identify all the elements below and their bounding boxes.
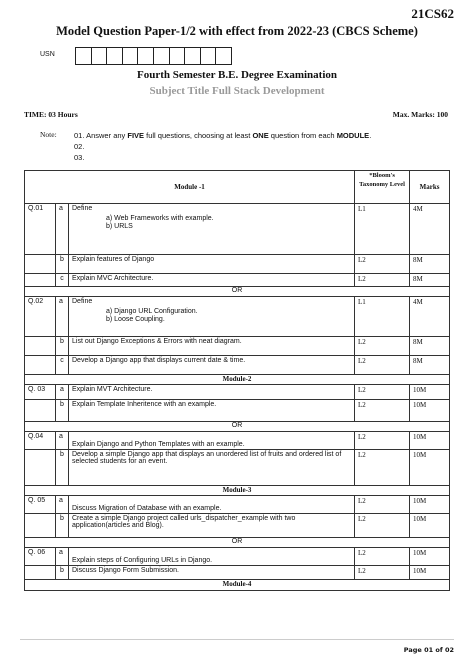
usn-digit-box[interactable] <box>122 47 139 65</box>
marks-value: 10M <box>410 566 450 580</box>
table-row <box>25 297 450 337</box>
table-row <box>25 432 450 450</box>
footer-divider <box>20 639 454 640</box>
page-number: Page 01 of 02 <box>403 646 454 654</box>
or-row <box>25 538 450 548</box>
module-4-header: Module-4 <box>25 580 450 591</box>
marks-value: 8M <box>410 356 450 375</box>
or-separator: OR <box>25 422 450 432</box>
question-number: Q. 06 <box>25 548 56 566</box>
question-part: a <box>56 297 69 337</box>
or-row <box>25 287 450 297</box>
question-text: Explain Template Inheritence with an example. <box>69 400 355 422</box>
blooms-level: L2 <box>355 400 410 422</box>
marks-header: Marks <box>410 171 450 204</box>
blooms-level: L1 <box>355 297 410 337</box>
blooms-level-header: *Bloom's Taxonomy Level <box>355 171 410 204</box>
table-row <box>25 566 450 580</box>
table-row <box>25 385 450 400</box>
marks-value: 10M <box>410 548 450 566</box>
question-part: a <box>56 432 69 450</box>
question-number <box>25 566 56 580</box>
question-table <box>24 170 450 591</box>
module-1-header: Module -1 <box>25 171 355 204</box>
table-row <box>25 356 450 375</box>
question-text: Discuss Django Form Submission. <box>69 566 355 580</box>
question-text: Explain steps of Configuring URLs in Django. <box>69 548 355 566</box>
blooms-level: L2 <box>355 274 410 287</box>
note-line-2: 02. <box>74 142 85 151</box>
marks-value: 10M <box>410 450 450 486</box>
question-number <box>25 356 56 375</box>
question-part: c <box>56 274 69 287</box>
question-text: Explain MVC Architecture. <box>69 274 355 287</box>
module-2-header: Module-2 <box>25 375 450 385</box>
table-row <box>25 496 450 514</box>
question-part: b <box>56 566 69 580</box>
question-part: b <box>56 400 69 422</box>
usn-digit-box[interactable] <box>75 47 92 65</box>
blooms-level: L2 <box>355 385 410 400</box>
question-number: Q. 05 <box>25 496 56 514</box>
module-3-header: Module-3 <box>25 486 450 496</box>
module-row <box>25 580 450 591</box>
blooms-level: L2 <box>355 255 410 274</box>
question-number: Q. 03 <box>25 385 56 400</box>
question-number <box>25 255 56 274</box>
module-row <box>25 375 450 385</box>
table-row <box>25 548 450 566</box>
question-part: a <box>56 204 69 255</box>
note-line-3: 03. <box>74 153 85 162</box>
blooms-level: L1 <box>355 204 410 255</box>
question-number <box>25 400 56 422</box>
blooms-level: L2 <box>355 432 410 450</box>
subject-title: Subject Title Full Stack Development <box>149 85 325 97</box>
marks-value: 10M <box>410 432 450 450</box>
question-part: c <box>56 356 69 375</box>
exam-duration: TIME: 03 Hours <box>24 110 78 119</box>
sub-item: b) Loose Coupling. <box>106 316 165 323</box>
table-row <box>25 450 450 486</box>
or-separator: OR <box>25 538 450 548</box>
question-text: Create a simple Django project called urls_dispatcher_example with two application(articles and Blog). <box>69 514 355 538</box>
marks-value: 10M <box>410 400 450 422</box>
question-text: List out Django Exceptions & Errors with neat diagram. <box>69 337 355 356</box>
question-text: Define a) Django URL Configuration. b) Loose Coupling. <box>69 297 355 337</box>
paper-title: Model Question Paper-1/2 with effect from 2022-23 (CBCS Scheme) <box>56 24 418 38</box>
table-row <box>25 400 450 422</box>
question-text: Explain MVT Architecture. <box>69 385 355 400</box>
question-text: Develop a Django app that displays current date & time. <box>69 356 355 375</box>
note-line-1: 01. Answer any FIVE full questions, choosing at least ONE question from each MODULE. <box>74 131 372 140</box>
question-number <box>25 450 56 486</box>
blooms-level: L2 <box>355 450 410 486</box>
usn-digit-box[interactable] <box>91 47 108 65</box>
question-part: b <box>56 255 69 274</box>
note-label: Note: <box>40 130 57 139</box>
question-number: Q.01 <box>25 204 56 255</box>
table-row <box>25 255 450 274</box>
marks-value: 10M <box>410 496 450 514</box>
marks-value: 8M <box>410 337 450 356</box>
course-code: 21CS62 <box>411 6 454 21</box>
usn-digit-box[interactable] <box>106 47 123 65</box>
table-row <box>25 514 450 538</box>
usn-digit-box[interactable] <box>200 47 217 65</box>
usn-digit-box[interactable] <box>137 47 154 65</box>
question-part: a <box>56 548 69 566</box>
blooms-level: L2 <box>355 566 410 580</box>
module-row <box>25 486 450 496</box>
sub-item: b) URLS <box>106 223 133 230</box>
marks-value: 10M <box>410 385 450 400</box>
question-number <box>25 274 56 287</box>
table-row <box>25 337 450 356</box>
question-part: b <box>56 337 69 356</box>
sub-item: a) Web Frameworks with example. <box>106 215 214 222</box>
question-number: Q.04 <box>25 432 56 450</box>
blooms-level: L2 <box>355 548 410 566</box>
usn-boxes[interactable] <box>76 47 232 65</box>
usn-digit-box[interactable] <box>153 47 170 65</box>
note-lines <box>74 130 371 163</box>
question-part: b <box>56 450 69 486</box>
table-row <box>25 204 450 255</box>
question-text: Develop a simple Django app that displays an unordered list of fruits and ordered list of selected students for an event. <box>69 450 355 486</box>
usn-digit-box[interactable] <box>184 47 201 65</box>
blooms-level: L2 <box>355 356 410 375</box>
question-text: Explain features of Django <box>69 255 355 274</box>
exam-title: Fourth Semester B.E. Degree Examination <box>136 69 337 81</box>
blooms-level: L2 <box>355 337 410 356</box>
table-row <box>25 274 450 287</box>
usn-digit-box[interactable] <box>169 47 186 65</box>
marks-value: 10M <box>410 514 450 538</box>
usn-label: USN <box>40 51 55 58</box>
usn-digit-box[interactable] <box>215 47 232 65</box>
or-row <box>25 422 450 432</box>
blooms-level: L2 <box>355 514 410 538</box>
marks-value: 4M <box>410 204 450 255</box>
question-part: a <box>56 496 69 514</box>
sub-item: a) Django URL Configuration. <box>106 308 198 315</box>
marks-value: 8M <box>410 274 450 287</box>
marks-value: 8M <box>410 255 450 274</box>
table-header-row <box>25 171 450 204</box>
question-number: Q.02 <box>25 297 56 337</box>
or-separator: OR <box>25 287 450 297</box>
question-text: Explain Django and Python Templates with an example. <box>69 432 355 450</box>
question-number <box>25 337 56 356</box>
question-number <box>25 514 56 538</box>
question-text: Define a) Web Frameworks with example. b) URLS <box>69 204 355 255</box>
marks-value: 4M <box>410 297 450 337</box>
question-text: Discuss Migration of Database with an example. <box>69 496 355 514</box>
question-part: a <box>56 385 69 400</box>
question-part: b <box>56 514 69 538</box>
blooms-level: L2 <box>355 496 410 514</box>
max-marks: Max. Marks: 100 <box>392 110 448 119</box>
